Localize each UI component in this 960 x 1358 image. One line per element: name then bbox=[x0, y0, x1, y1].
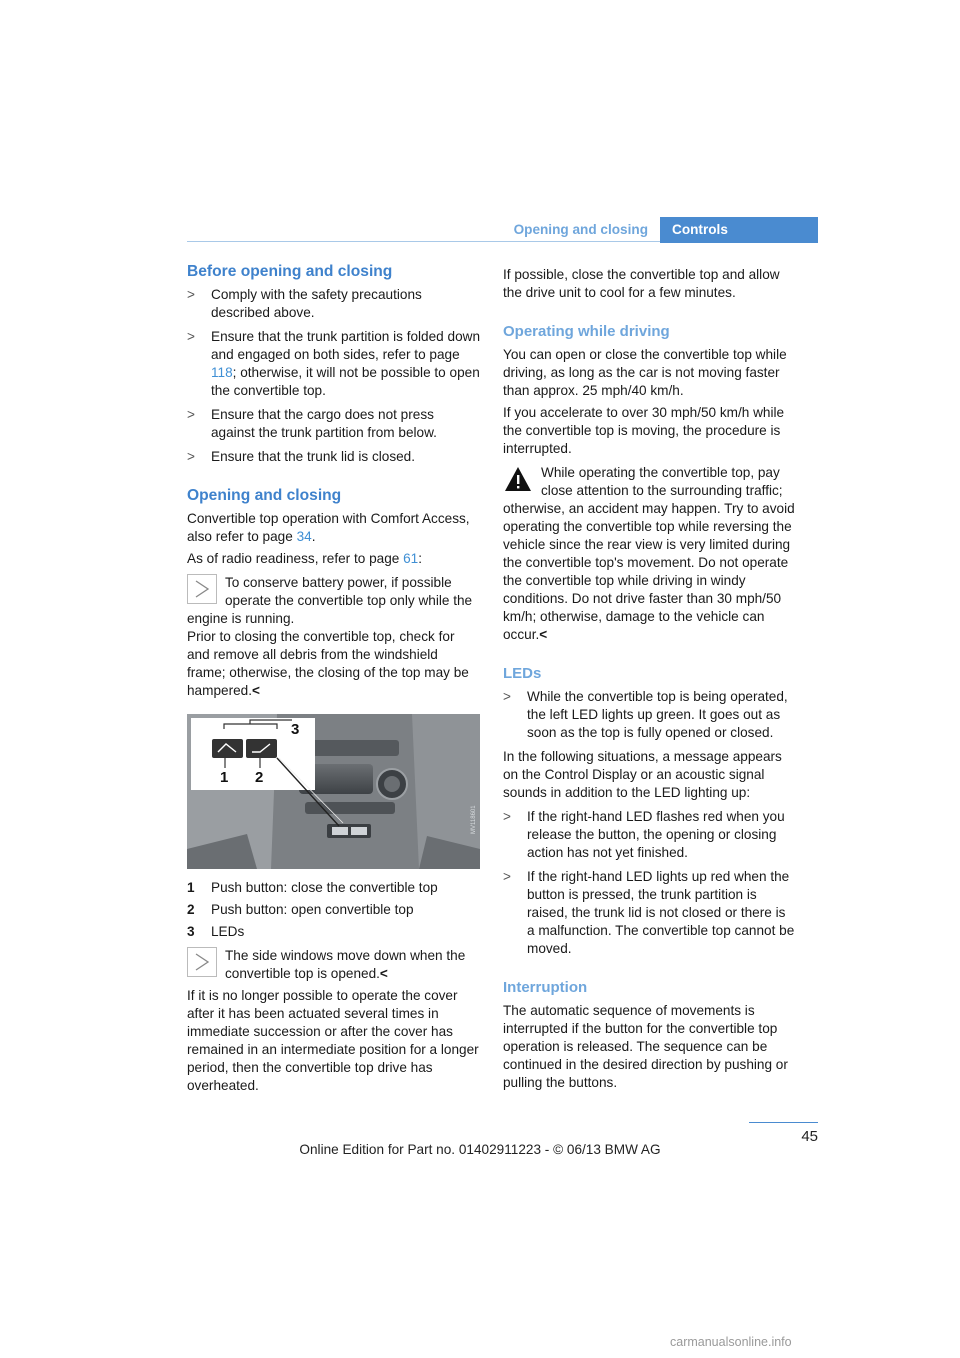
header-section-title: Opening and closing bbox=[513, 222, 648, 237]
paragraph-interruption: The automatic sequence of movements is interrupted if the button for the convertible top operation is released. The sequence can be continued in the desired direction by pushing or pulling the buttons. bbox=[503, 1003, 788, 1090]
callout-2: 2 bbox=[255, 769, 264, 786]
legend-text: Push button: close the convertible top bbox=[211, 880, 438, 895]
legend-item bbox=[187, 923, 480, 941]
note-battery bbox=[187, 574, 480, 700]
heading-interruption: Interruption bbox=[503, 979, 588, 996]
callout-3: 3 bbox=[291, 721, 300, 738]
paragraph-text: . bbox=[311, 529, 316, 544]
paragraph-radio-readiness bbox=[187, 550, 480, 568]
list-item bbox=[187, 286, 480, 322]
list-item-text: Comply with the safety precautions described above. bbox=[211, 287, 422, 320]
bullet-marker: > bbox=[503, 689, 511, 704]
legend-item bbox=[187, 901, 480, 919]
list-item-text: If the right-hand LED lights up red when the button is pressed, the trunk partition is raised, the trunk lid is not closed or there is a malfunction. The convertible top cannot be moved. bbox=[527, 869, 795, 956]
bullet-marker: > bbox=[187, 449, 195, 464]
header-chapter-tab[interactable]: Controls bbox=[660, 217, 818, 243]
page-number-rule bbox=[749, 1122, 818, 1123]
list-item-text: While the convertible top is being operated, the left LED lights up green. It goes out as soon as the top is fully opened or closed. bbox=[527, 689, 788, 740]
note-side-windows bbox=[187, 947, 480, 983]
bullet-marker: > bbox=[503, 809, 511, 824]
page-link-61[interactable]: 61 bbox=[403, 551, 419, 566]
bullet-marker: > bbox=[503, 869, 511, 884]
list-item bbox=[187, 328, 480, 400]
legend-item bbox=[187, 879, 480, 897]
legend-number: 1 bbox=[187, 880, 195, 895]
left-column bbox=[187, 262, 480, 1095]
list-item-text: Ensure that the trunk lid is closed. bbox=[211, 449, 416, 464]
end-mark: < bbox=[539, 627, 548, 642]
end-mark: < bbox=[252, 683, 260, 698]
list-item-text: Ensure that the trunk partition is folded down and engaged on both sides, refer to page bbox=[211, 329, 481, 362]
warning-text: While operating the convertible top, pay close attention to the surrounding traffic; otherwise, an accident may happen. Try to avoid operating the convertible top while reversing the vehicle since the rear view is very limited during the convertible top's movement. Do not operate the convertible top while driving in windy conditions. Do not drive faster than 30 mph/50 km/h; otherwise, damage to the vehicle can occur. bbox=[503, 465, 795, 642]
list-item-text: If the right-hand LED flashes red when you release the button, the opening or closing action has not yet finished. bbox=[527, 809, 785, 860]
bullet-marker: > bbox=[187, 329, 195, 344]
watermark: carmanualsonline.info bbox=[670, 1335, 792, 1349]
heading-opening-closing: Opening and closing bbox=[187, 487, 342, 504]
callout-1: 1 bbox=[220, 769, 229, 786]
end-mark: < bbox=[379, 966, 388, 981]
list-item-text: Ensure that the cargo does not press against the trunk partition from below. bbox=[211, 407, 437, 440]
paragraph-comfort-access bbox=[187, 510, 480, 546]
paragraph-driving-interrupt: If you accelerate to over 30 mph/50 km/h while the convertible top is moving, the procedure is interrupted. bbox=[503, 405, 785, 456]
paragraph-cool-down: If possible, close the convertible top and allow the drive unit to cool for a few minutes. bbox=[503, 267, 780, 300]
warning-icon bbox=[503, 464, 533, 494]
image-code: MV118601 bbox=[471, 805, 477, 834]
callout-legend bbox=[187, 879, 480, 941]
page-link-118[interactable]: 118 bbox=[211, 365, 233, 380]
list-item bbox=[503, 688, 796, 742]
page-link-34[interactable]: 34 bbox=[296, 529, 312, 544]
list-item bbox=[503, 808, 796, 862]
list-item bbox=[187, 406, 480, 442]
paragraph-text: : bbox=[418, 551, 423, 566]
note-icon bbox=[187, 947, 217, 977]
legend-text: Push button: open convertible top bbox=[211, 902, 414, 917]
list-item-text: ; otherwise, it will not be possible to open the convertible top. bbox=[211, 365, 480, 398]
console-photo bbox=[187, 714, 480, 869]
list-item bbox=[187, 448, 480, 466]
note-text: To conserve battery power, if possible operate the convertible top only while the engine is running. bbox=[187, 575, 473, 626]
heading-operating-while-driving: Operating while driving bbox=[503, 323, 670, 340]
paragraph-led-situations: In the following situations, a message appears on the Control Display or an acoustic signal sounds in addition to the LED lighting up: bbox=[503, 749, 782, 800]
paragraph-driving-speed: You can open or close the convertible top while driving, as long as the car is not moving faster than approx. 25 mph/40 km/h. bbox=[503, 347, 787, 398]
note-text: The side windows move down when the convertible top is opened. bbox=[225, 948, 466, 981]
legend-number: 3 bbox=[187, 924, 195, 939]
bullet-marker: > bbox=[187, 287, 195, 302]
heading-before-opening: Before opening and closing bbox=[187, 263, 393, 280]
right-column bbox=[503, 262, 796, 1092]
legend-text: LEDs bbox=[211, 924, 245, 939]
paragraph-overheated: If it is no longer possible to operate the cover after it has been actuated several times in immediate succession or after the cover has remained in an intermediate position for a longer period, then the convertible top drive has overheated. bbox=[187, 988, 479, 1093]
list-item bbox=[503, 868, 796, 958]
warning-note bbox=[503, 464, 796, 644]
note-text-continued: Prior to closing the convertible top, check for and remove all debris from the windshield frame; otherwise, the closing of the top may be hampered. bbox=[187, 629, 469, 698]
note-icon bbox=[187, 574, 217, 604]
paragraph-text: As of radio readiness, refer to page bbox=[187, 551, 404, 566]
bullet-marker: > bbox=[187, 407, 195, 422]
paragraph-text: Convertible top operation with Comfort Access, also refer to page bbox=[187, 511, 470, 544]
edition-footer: Online Edition for Part no. 01402911223 - © 06/13 BMW AG bbox=[299, 1142, 661, 1157]
page-number: 45 bbox=[801, 1128, 818, 1145]
heading-leds: LEDs bbox=[503, 665, 542, 682]
legend-number: 2 bbox=[187, 902, 195, 917]
